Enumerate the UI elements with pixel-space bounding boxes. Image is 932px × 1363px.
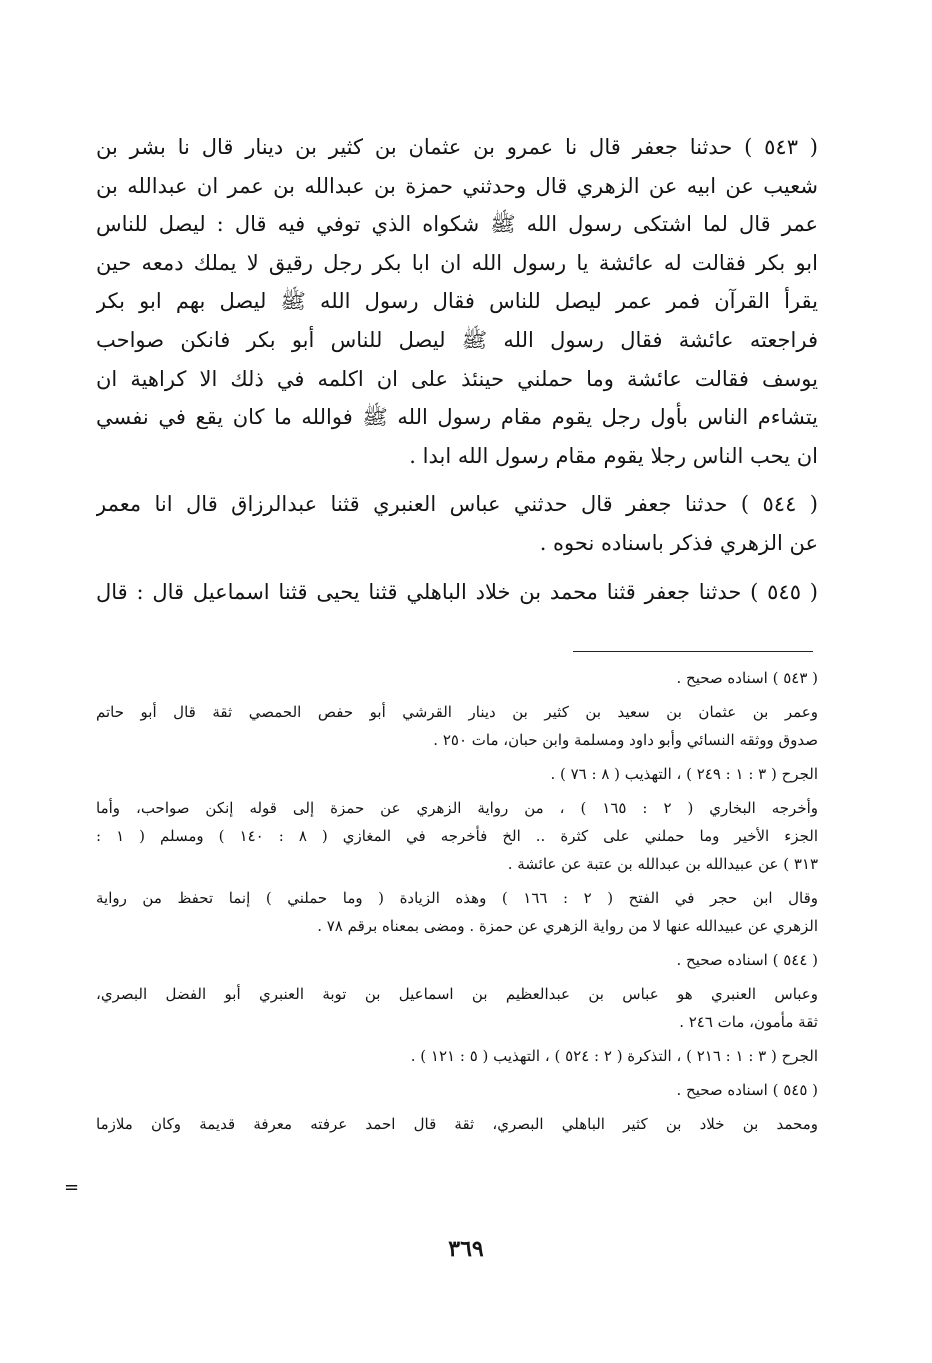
hadith-545 [96, 573, 818, 612]
footnotes [96, 664, 818, 1138]
footnote-line: الجزء الأخير وما حملني على كثرة .. الخ فأخرجه في المغازي ( ٨ : ١٤٠ ) ومسلم ( ١ : [96, 827, 818, 845]
footnote-line: وقال ابن حجر في الفتح ( ٢ : ١٦٦ ) وهذه الزيادة ( وما حملني ) إنما تحفظ من رواية [96, 889, 818, 907]
text-line: ابو بكر فقالت له عائشة يا رسول الله ان ابا بكر رجل رقيق لا يملك دمعه حين [96, 250, 818, 275]
page-number: ٣٦٩ [448, 1236, 484, 1262]
footnote-545 [96, 1076, 818, 1138]
text-line: يقرأ القرآن فمر عمر ليصل للناس فقال رسول الله ﷺ ليصل بهم ابو بكر [96, 289, 818, 314]
text-line: فراجعته عائشة فقال رسول الله ﷺ ليصل للناس أبو بكر فانكن صواحب [96, 327, 818, 352]
text-line: عن الزهري فذكر باسناده نحوه . [539, 530, 818, 555]
footnote-heading: ( ٥٤٣ ) اسناده صحيح . [676, 669, 818, 687]
footnote-line: وأخرجه البخاري ( ٢ : ١٦٥ ) ، من رواية الزهري عن حمزة إلى قوله إنكن صواحب، وأما [96, 799, 818, 817]
main-text [96, 128, 818, 611]
text-line: يتشاءم الناس بأول رجل يقوم مقام رسول الله ﷺ فوالله ما كان يقع في نفسي [96, 405, 818, 430]
text-line: ( ٥٤٤ ) حدثنا جعفر قال حدثني عباس العنبري قثنا عبدالرزاق قال انا معمر [96, 492, 818, 517]
footnote-heading: ( ٥٤٤ ) اسناده صحيح . [676, 951, 818, 969]
footnote-line: الزهري عن عبيدالله عنها لا من رواية الزهري عن حمزة . ومضى بمعناه برقم ٧٨ . [317, 917, 818, 935]
footnote-line: وعباس العنبري هو عباس بن عبدالعظيم بن اسماعيل بن توبة العنبري أبو الفضل البصري، [96, 985, 818, 1003]
footnote-line: ٣١٣ ) عن عبيدالله بن عبدالله بن عتبة عن عائشة . [507, 855, 818, 873]
hadith-544 [96, 485, 818, 562]
footnote-543 [96, 664, 818, 940]
text-line: ( ٥٤٣ ) حدثنا جعفر قال نا عمرو بن عثمان بن كثير بن دينار قال نا بشر بن [96, 135, 818, 159]
footnote-line: الجرح ( ٣ : ١ : ٢١٦ ) ، التذكرة ( ٢ : ٥٢٤ ) ، التهذيب ( ٥ : ١٢١ ) . [410, 1047, 818, 1065]
hadith-543 [96, 128, 818, 475]
footnote-line: ومحمد بن خلاد بن كثير الباهلي البصري، ثقة قال احمد عرفته معرفة قديمة وكان ملازما [96, 1115, 818, 1133]
footnote-line: صدوق ووثقه النسائي وأبو داود ومسلمة وابن حبان، مات ٢٥٠ . [433, 731, 818, 749]
footnote-line: ثقة مأمون، مات ٢٤٦ . [679, 1013, 818, 1031]
footnote-line: وعمر بن عثمان بن سعيد بن كثير بن دينار القرشي أبو حفص الحمصي ثقة قال أبو حاتم [96, 703, 818, 721]
text-line: عمر قال لما اشتكى رسول الله ﷺ شكواه الذي توفي فيه قال : ليصل للناس [96, 212, 818, 237]
text-line: شعيب عن ابيه عن الزهري قال وحدثني حمزة بن عبدالله بن عمر ان عبدالله بن [96, 173, 818, 198]
footnote-544 [96, 946, 818, 1070]
footnote-line: الجرح ( ٣ : ١ : ٢٤٩ ) ، التهذيب ( ٨ : ٧٦ ) . [550, 765, 818, 783]
continuation-mark: = [64, 1177, 80, 1198]
text-line: يوسف فقالت عائشة وما حملني حينئذ على ان اكلمه في ذلك الا كراهية ان [96, 366, 818, 391]
footnote-divider [573, 651, 813, 652]
text-line: ان يحب الناس رجلا يقوم مقام رسول الله ابدا . [409, 443, 818, 468]
footnote-heading: ( ٥٤٥ ) اسناده صحيح . [676, 1081, 818, 1099]
text-line: ( ٥٤٥ ) حدثنا جعفر قثنا محمد بن خلاد الباهلي قثنا يحيى قثنا اسماعيل قال : قال [96, 579, 818, 604]
